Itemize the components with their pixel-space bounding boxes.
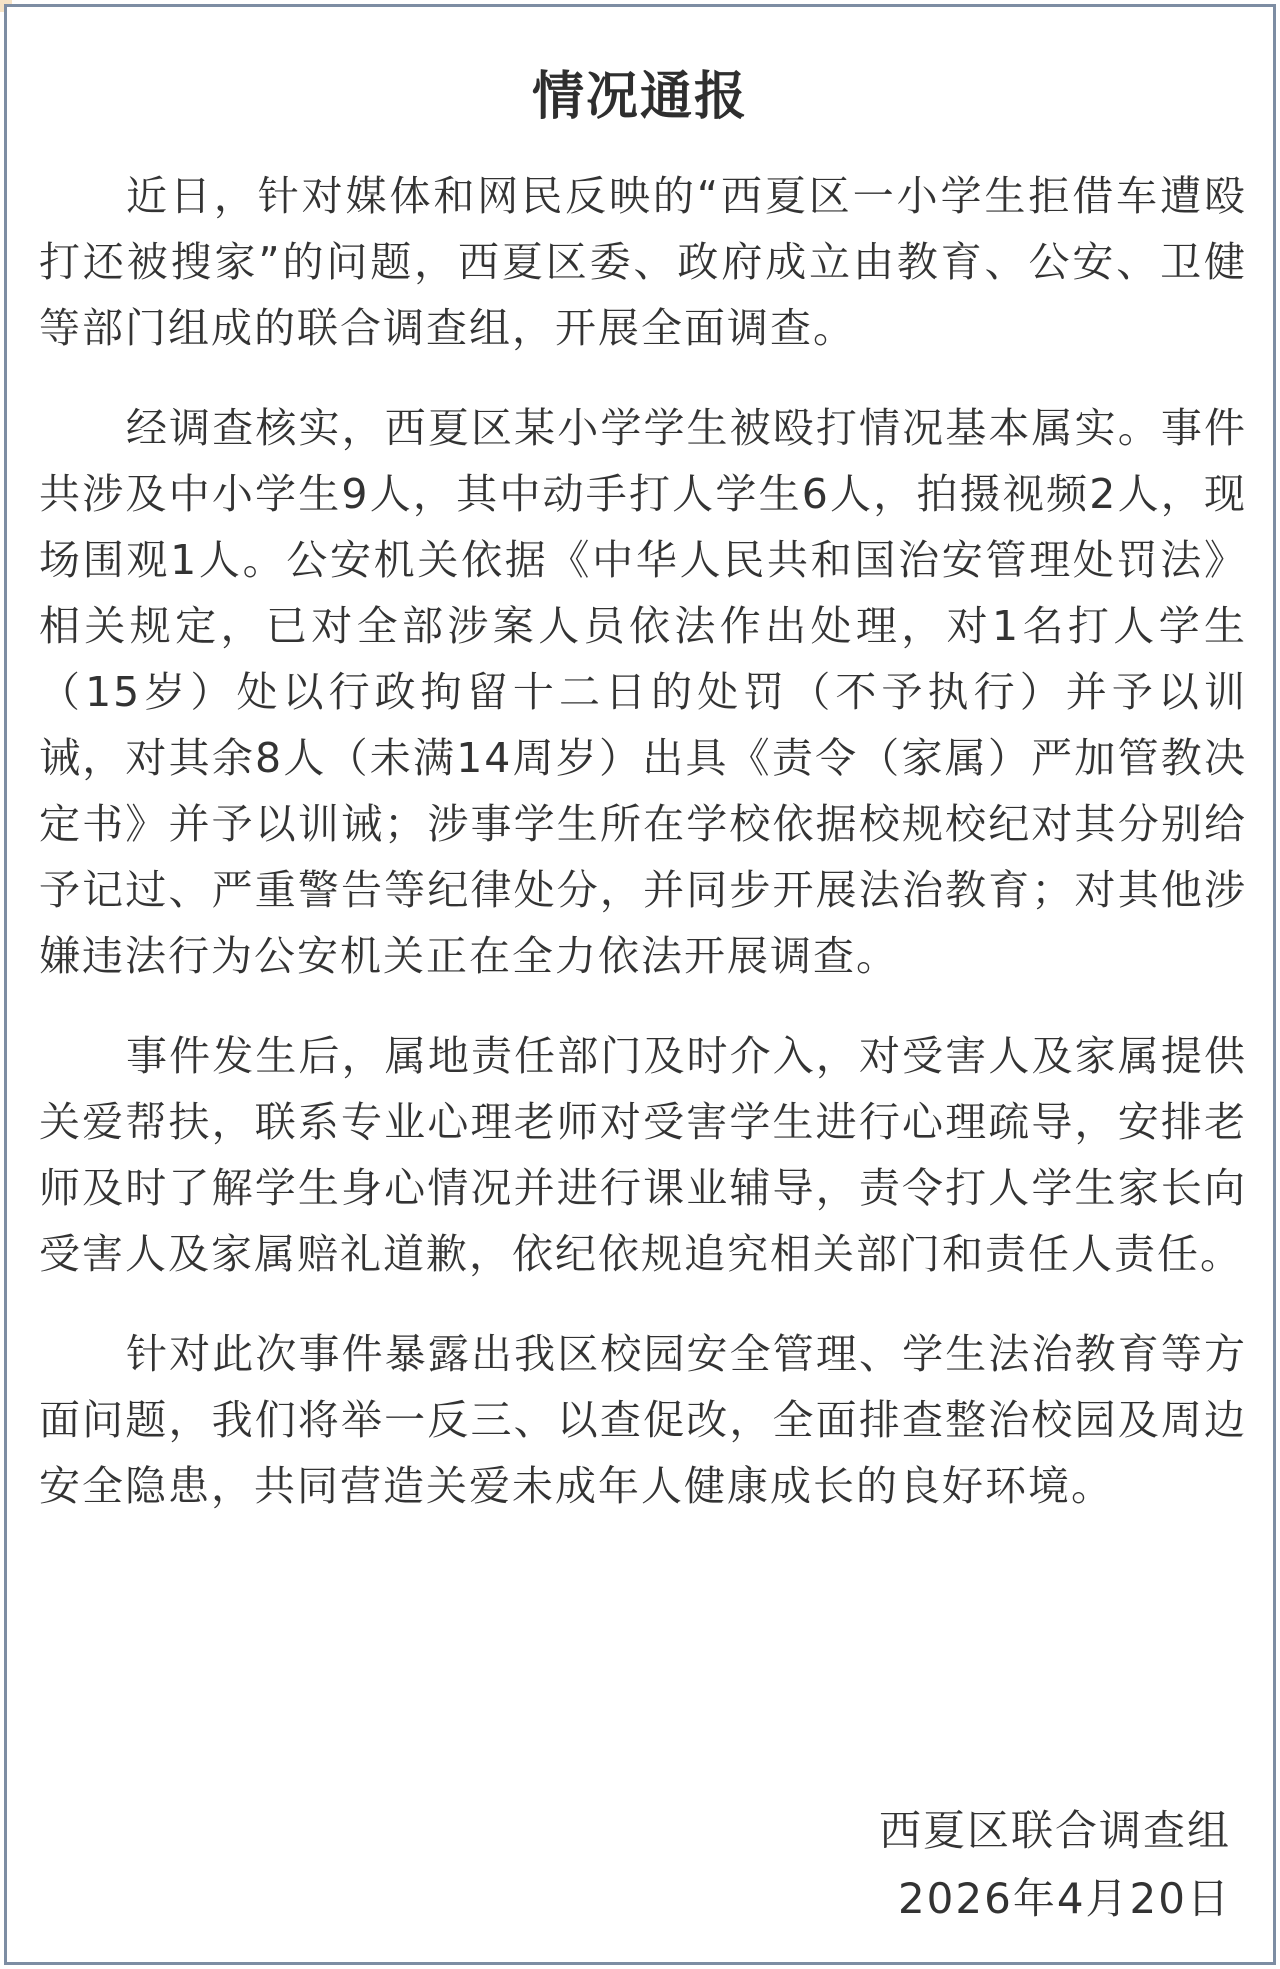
signature-date: 2026年4月20日: [897, 1874, 1231, 1923]
notice-frame: [4, 4, 1276, 1965]
paragraph-1: 近日，针对媒体和网民反映的“西夏区一小学生拒借车遭殴打还被搜家”的问题，西夏区委、政府成立由教育、公安、卫健等部门组成的联合调查组，开展全面调查。: [39, 172, 1247, 352]
notice-body: [39, 163, 1247, 1553]
signature-block: [879, 1797, 1231, 1933]
signature-org: 西夏区联合调查组: [878, 1806, 1231, 1855]
notice-title: 情况通报: [531, 67, 748, 127]
paragraph-4: 针对此次事件暴露出我区校园安全管理、学生法治教育等方面问题，我们将举一反三、以查促改，全面排查整治校园及周边安全隐患，共同营造关爱未成年人健康成长的良好环境。: [39, 1330, 1247, 1510]
paragraph-2: 经调查核实，西夏区某小学学生被殴打情况基本属实。事件共涉及中小学生9人，其中动手打人学生6人，拍摄视频2人，现场围观1人。公安机关依据《中华人民共和国治安管理处罚法》相关规定，已对全部涉案人员依法作出处理，对1名打人学生（15岁）处以行政拘留十二日的处罚（不予执行）并予以训诫，对其余8人（未满14周岁）出具《责令（家属）严加管教决定书》并予以训诫；涉事学生所在学校依据校规校纪对其分别给予记过、严重警告等纪律处分，并同步开展法治教育；对其他涉嫌违法行为公安机关正在全力依法开展调查。: [39, 404, 1247, 980]
paragraph-3: 事件发生后，属地责任部门及时介入，对受害人及家属提供关爱帮扶，联系专业心理老师对受害学生进行心理疏导，安排老师及时了解学生身心情况并进行课业辅导，责令打人学生家长向受害人及家属赔礼道歉，依纪依规追究相关部门和责任人责任。: [39, 1032, 1247, 1278]
